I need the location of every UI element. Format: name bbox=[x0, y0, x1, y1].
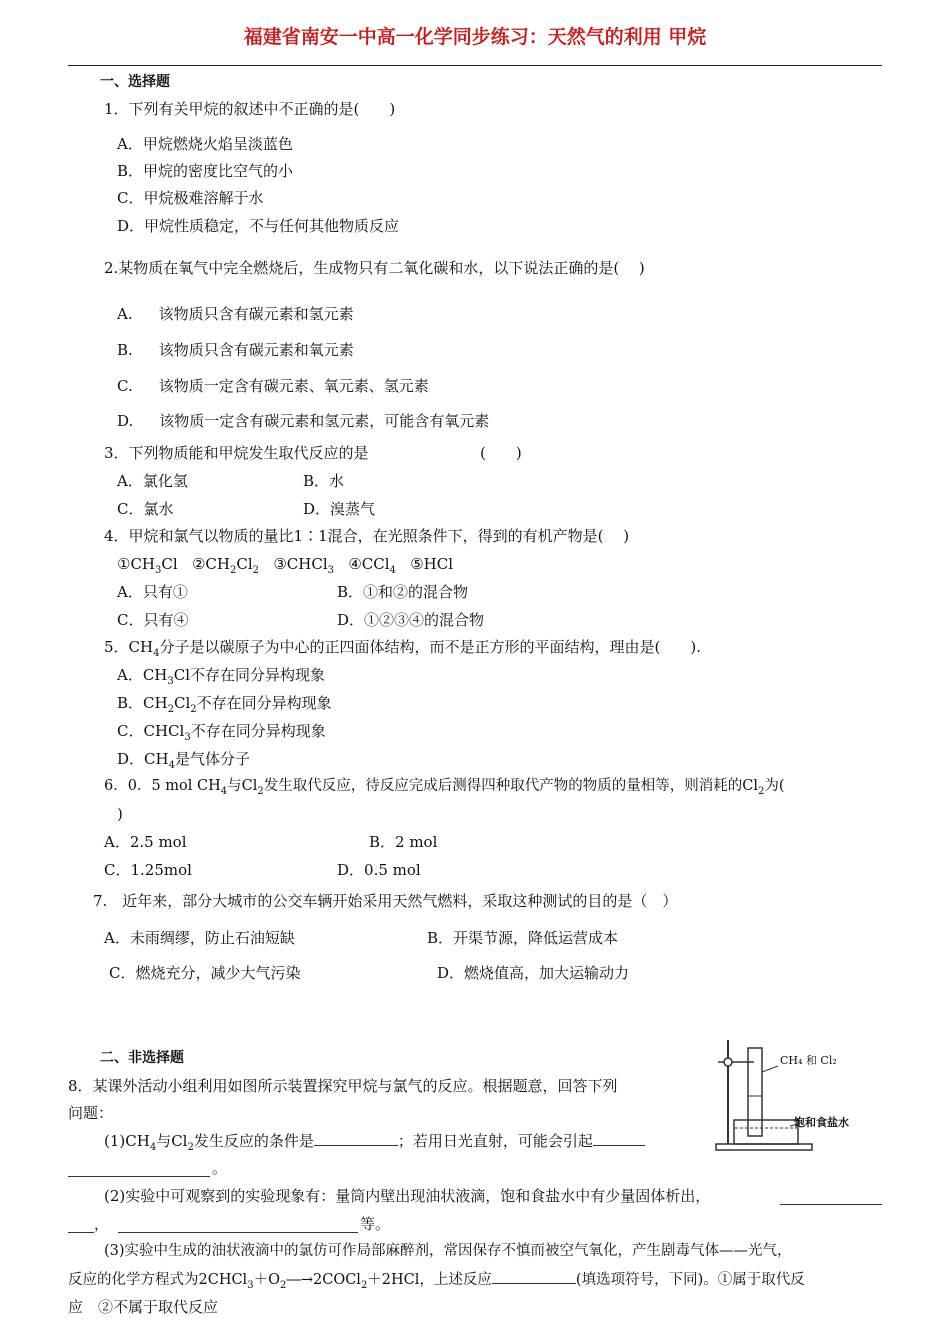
q4-products: $①CH_3Cl$ $②CH_2Cl_2$ ③CHCl$_3$ ④CCl$_4$ ⑤HCl bbox=[117, 555, 454, 576]
q8-blank-phenomenon-2[interactable] bbox=[118, 1232, 358, 1233]
q1-option-a: A．甲烷燃烧火焰呈淡蓝色 bbox=[117, 135, 293, 153]
gas-label-leader bbox=[762, 1066, 778, 1072]
q6-option-c: C．1.25mol bbox=[104, 861, 192, 879]
q2-stem: 2.某物质在氧气中完全燃烧后，生成物只有二氧化碳和水，以下说法正确的是( ) bbox=[104, 259, 645, 277]
q8-part3-line1: (3)实验中生成的油状液滴中的氯仿可作局部麻醉剂，常因保存不慎而被空气氧化，产生剧毒气体——光气， bbox=[104, 1243, 792, 1259]
water-label: 饱和食盐水 bbox=[794, 1116, 849, 1129]
q7-option-a: A．未雨绸缪，防止石油短缺 bbox=[104, 929, 295, 947]
q4-stem: 4．甲烷和氯气以物质的量比1∶1混合，在光照条件下，得到的有机产物是( ) bbox=[104, 527, 630, 545]
q5-stem: 5．$CH_4$分子是以碳原子为中心的正四面体结构，而不是正方形的平面结构，理由是( ). bbox=[104, 638, 701, 659]
q6-stem: 6．0．5 mol $CH_4$与$Cl_2$发生取代反应，待反应完成后测得四种取代产物的物质的量相等，则消耗的$Cl_2$为( bbox=[104, 778, 785, 797]
q8-part1-end: 。 bbox=[212, 1159, 228, 1177]
q6-option-b: B．2 mol bbox=[369, 833, 438, 851]
q8-blank-effect-end[interactable] bbox=[68, 1176, 210, 1177]
section-heading-nonchoice: 二、非选择题 bbox=[100, 1050, 184, 1066]
q3-option-d: D．溴蒸气 bbox=[303, 500, 376, 518]
q1-option-d: D．甲烷性质稳定，不与任何其他物质反应 bbox=[117, 217, 400, 235]
q2-option-d: D. 该物质一定含有碳元素和氢元素，可能含有氧元素 bbox=[117, 412, 490, 430]
q5-option-c: C．CHCl$_3$不存在同分异构现象 bbox=[117, 722, 326, 743]
section-heading-choice: 一、选择题 bbox=[100, 74, 170, 90]
page-title: 福建省南安一中高一化学同步练习：天然气的利用 甲烷 bbox=[243, 26, 707, 48]
q7-option-b: B．开渠节源，降低运营成本 bbox=[427, 929, 619, 947]
q4-option-c: C．只有④ bbox=[117, 611, 189, 629]
q2-option-b: B. 该物质只含有碳元素和氧元素 bbox=[117, 341, 354, 359]
q5-option-b: B．$CH_2Cl_2$不存在同分异构现象 bbox=[117, 694, 332, 715]
q8-part2: (2)实验中可观察到的实验现象有：量筒内壁出现油状液滴，饱和食盐水中有少量固体析出， bbox=[104, 1187, 711, 1205]
q7-stem: 7. 近年来，部分大城市的公交车辆开始采用天然气燃料，采取这种测试的目的是（ ） bbox=[93, 892, 678, 910]
stand-base bbox=[716, 1144, 812, 1150]
gas-label: CH₄ 和 Cl₂ bbox=[780, 1054, 837, 1067]
q8-blank-reaction-type[interactable] bbox=[492, 1269, 576, 1284]
q3-option-b: B．水 bbox=[303, 472, 345, 490]
q8-blank-condition[interactable] bbox=[314, 1131, 398, 1146]
q8-part3-line2: 反应的化学方程式为$2CHCl_3+O_2―\to 2COCl_2+2HCl$，上述反应 (填选项符号，下同)。①属于取代反 bbox=[68, 1269, 805, 1290]
q5-option-a: A．$CH_3Cl$不存在同分异构现象 bbox=[117, 666, 326, 687]
q4-option-b: B．①和②的混合物 bbox=[337, 583, 469, 601]
q4-option-d: D．①②③④的混合物 bbox=[337, 611, 485, 629]
q8-stem-line1: 8．某课外活动小组利用如图所示装置探究甲烷与氯气的反应。根据题意，回答下列 bbox=[68, 1077, 618, 1095]
inverted-cylinder bbox=[748, 1048, 762, 1136]
q6-stem-line2: ) bbox=[117, 805, 123, 823]
q6-option-d: D．0.5 mol bbox=[337, 861, 421, 879]
title-divider bbox=[68, 65, 882, 66]
q3-stem: 3．下列物质能和甲烷发生取代反应的是 bbox=[104, 444, 369, 462]
q8-part2-comma: ， bbox=[94, 1215, 110, 1233]
q3-option-c: C．氯水 bbox=[117, 500, 174, 518]
q8-part1: $(1)CH_4$与$Cl_2$发生反应的条件是 ；若用日光直射，可能会引起 bbox=[104, 1131, 645, 1151]
water-trough bbox=[734, 1120, 798, 1144]
q1-stem: 1．下列有关甲烷的叙述中不正确的是( ) bbox=[104, 100, 396, 118]
q8-stem-line2: 问题： bbox=[68, 1104, 114, 1122]
q1-option-c: C．甲烷极难溶解于水 bbox=[117, 189, 264, 207]
q8-blank-phenomenon-1b[interactable] bbox=[68, 1232, 94, 1233]
q8-blank-effect-start[interactable] bbox=[593, 1131, 645, 1146]
clamp-knob bbox=[724, 1058, 732, 1066]
q2-option-a: A. 该物质只含有碳元素和氢元素 bbox=[117, 305, 354, 323]
q3-option-a: A．氯化氢 bbox=[117, 472, 188, 490]
q7-option-c: C．燃烧充分，减少大气污染 bbox=[109, 964, 301, 982]
q2-option-c: C. 该物质一定含有碳元素、氧元素、氢元素 bbox=[117, 377, 429, 395]
q8-part3-line3: 应 ②不属于取代反应 bbox=[68, 1298, 219, 1316]
q3-answer-paren: ( ) bbox=[480, 444, 522, 462]
q5-option-d: D．$CH_4$是气体分子 bbox=[117, 750, 250, 771]
q7-option-d: D．燃烧值高，加大运输动力 bbox=[437, 964, 630, 982]
q8-part2-end: 等。 bbox=[360, 1215, 391, 1233]
q4-option-a: A．只有① bbox=[117, 583, 188, 601]
apparatus-figure bbox=[712, 1036, 882, 1158]
q8-blank-phenomenon-1a[interactable] bbox=[780, 1204, 882, 1205]
q1-option-b: B．甲烷的密度比空气的小 bbox=[117, 162, 294, 180]
q6-option-a: A．2.5 mol bbox=[104, 833, 187, 851]
